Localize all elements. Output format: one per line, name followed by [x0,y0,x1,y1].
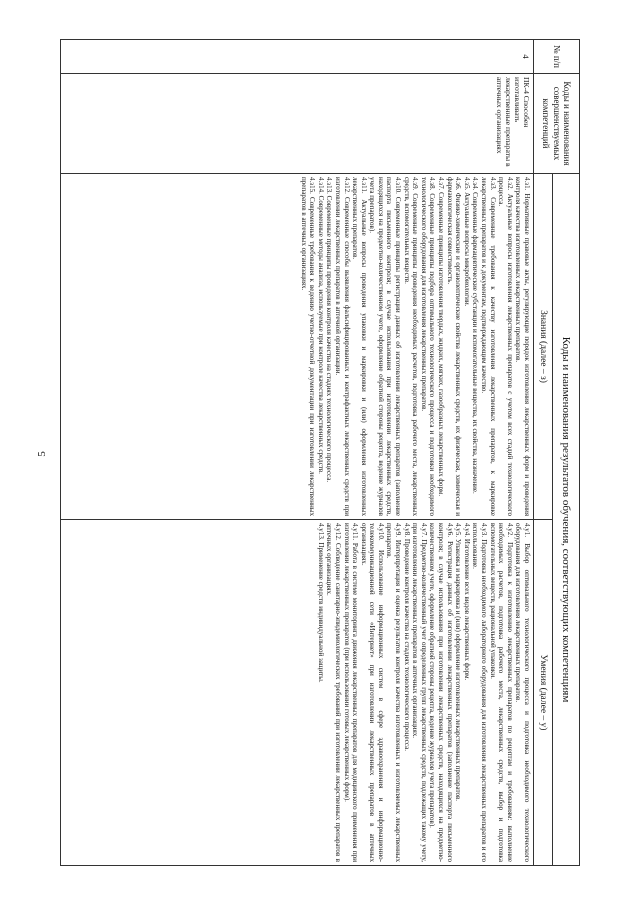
list-item: 4.з13. Современные принципы проведения контроля качества на стадиях технологического процесса. [325,177,334,483]
list-item: 4.у6. Регистрация данных об изготовлении лекарственных препаратов (заполнение паспорта письменного контроля; в случае использования при изготовлении лекарственных средств, находящихся на предметно-количественном учете, оформление обратной стороны рецепта, ведение журналов учета препаратов). [428,523,454,862]
list-item: 4.у2. Подготовка к изготовлению лекарственных препаратов по рецептам и требованиям: выполнение необходимых расчетов, подготовка рабочего места, лекарственных средств, выбор и подготовка вспомогательных веществ, рациональной упаковки. [488,523,514,862]
list-item: 4.з8. Современные принципы подбора оптимального технологического процесса и подготовки необходимого технологического оборудования для изготовления лекарственных препаратов. [419,177,437,516]
list-item: 4.у12. Соблюдение санитарно-эпидемиологических требований при изготовлении лекарственных препаратов в аптечных организациях. [325,523,342,862]
list-item: 4.у10. Использование информационных систем в сфере здравоохранения и информационно-телекоммуникационной сети «Интернет» при изготовлении лекарственных препаратов в аптечных организациях. [359,523,385,862]
list-item: 4.у5. Упаковка и маркировка и (или) оформление изготовленных лекарственных препаратов. [454,523,463,802]
list-item: 4.у7. Предметно-количественный учет определенных групп лекарственных средств, подлежащих такому учету, при изготовлении лекарственных препаратов в аптечных организациях. [411,523,428,862]
list-item: 4.з9. Современные принципы проведения необходимых расчетов, подготовка рабочего места, лекарственных средств, вспомогательных веществ. [402,177,420,516]
list-item: 4.з15. Современные требования к ведению учетно-отчетной документации при изготовлении лекарственных препаратов в аптечных организациях. [299,177,317,516]
rotated-table-container [60,39,580,865]
table-row [61,40,534,866]
header-knowledge: Знания (далее – з) [534,174,553,520]
header-results-group: Коды и наименования результатов обучения, соответствующих компетенциям [553,174,580,866]
list-item: 4.з7. Современные принципы изготовления твердых, жидких, мягких, газообразных лекарственных форм. [437,177,446,497]
page-number: 5 [36,451,48,457]
header-num: № п/п [534,40,580,74]
competency-table [60,39,580,866]
list-item: 4.у9. Интерпретация и оценка результатов контроля качества изготовленных и изготовляемых лекарственных препаратов. [385,523,403,862]
list-item: 4.у3. Подготовка необходимого лабораторного оборудования для изготовления лекарственных препаратов и его использование. [471,523,489,862]
list-item: 4.у1. Выбор оптимального технологического процесса и подготовка необходимого технологического оборудования для изготовления лекарственных препаратов. [514,523,531,862]
row-competency: ПК-4 Способен изготавливать лекарственные препараты в аптечных организациях [61,74,534,174]
header-codes: Коды и наименования совершенствуемых компетенций [534,74,580,174]
row-num: 4 [61,40,534,74]
list-item: 4.з10. Современные принципы регистрации данных об изготовлении лекарственных препаратов (заполнение паспорта письменного контроля; в случае использования при изготовлении лекарственных средств, находящихся на предметно-количественном учете, оформление обратной стороны рецепта, ведение журналов учета препаратов). [368,177,403,516]
list-item: 4.з3. Современные требования к качеству изготовления лекарственных препаратов, к маркировке лекарственных препаратов и к документам, подтверждающим качество. [480,177,497,516]
knowledge-list [61,174,534,520]
list-item: 4.з11. Актуальные вопросы проведения упаковки и маркировки и (или) оформления изготовленных лекарственных препаратов. [351,177,368,516]
list-item: 4.з6. Физико-химические и органолептические свойства лекарственных средств, их физическая, химическая и фармакологическая совместимость. [445,177,463,516]
list-item: 4.з5. Актуальные вопросы микробиологии. [462,177,471,307]
list-item: 4.з1. Нормативные правовые акты, регулирующие порядок изготовления лекарственных форм и проведения контроля качества изготовленных лекарственных препаратов. [514,177,531,516]
skills-list [61,520,534,866]
list-item: 4.у4. Изготовление всех видов лекарственных форм. [462,523,471,681]
list-item: 4.з2. Актуальные вопросы изготовления лекарственных препаратов с учетом всех стадий технологического процесса. [497,177,514,516]
list-item: 4.у13. Применение средств индивидуальной защиты. [316,523,325,683]
list-item: 4.у11. Работа в системе мониторинга движения лекарственных препаратов для медицинского применения при изготовлении лекарственных препаратов (при использовании готовых лекарственных форм). [342,523,360,862]
header-skills: Умения (далее – у) [534,520,553,866]
list-item: 4.з12. Современные способы выявления фальсифицированных и контрафактных лекарственных средств при изготовлении лекарственных препаратов в аптечной организации. [333,177,351,516]
list-item: 4.з4. Современные фармацевтические субстанции и вспомогательные вещества, их свойства, назначение. [471,177,480,494]
list-item: 4.з14. Современные методы анализа, используемые при контроле качества лекарственных средств. [316,177,325,474]
list-item: 4.у8. Проведение контроля качества на стадиях технологического процесса. [402,523,411,751]
